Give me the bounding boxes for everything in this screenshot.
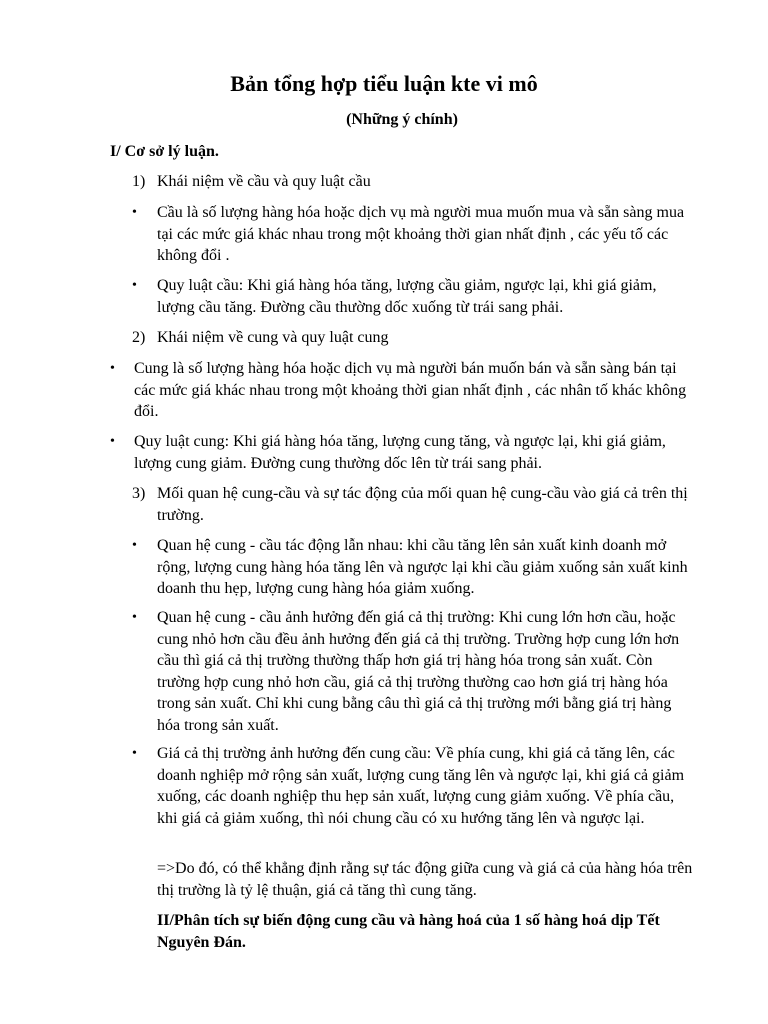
item2-bullet-2-text: Quy luật cung: Khi giá hàng hóa tăng, lượng cung tăng, và ngược lại, khi giá giảm, lượng cung giảm. Đường cung thường dốc lên từ trái sang phải. [134, 433, 666, 472]
item3-heading [132, 483, 694, 526]
bullet-glyph: • [110, 434, 115, 449]
section1-heading: I/ Cơ sở lý luận. [110, 143, 219, 160]
item1-bullet-2-text: Quy luật cầu: Khi giá hàng hóa tăng, lượng cầu giảm, ngược lại, khi giá giảm, lượng cầu tăng. Đường cầu thường dốc xuống từ trái sang phải. [157, 277, 657, 316]
item2-label: Khái niệm về cung và quy luật cung [157, 329, 389, 346]
item1-bullet-1-text: Cầu là số lượng hàng hóa hoặc dịch vụ mà người mua muốn mua và sẵn sàng mua tại các mức giá khác nhau trong một khoảng thời gian nhất định , các yếu tố các không đổi . [157, 204, 685, 264]
item3-bullet-1 [132, 535, 694, 600]
document-subtitle: (Những ý chính) [346, 111, 458, 128]
item3-number: 3) [132, 485, 146, 502]
item3-conclusion: =>Do đó, có thể khẳng định rằng sự tác động giữa cung và giá cả của hàng hóa trên thị trường là tỷ lệ thuận, giá cả tăng thì cung tăng. [157, 860, 693, 899]
item3-bullet-2 [132, 607, 694, 736]
bullet-glyph: • [132, 538, 137, 553]
bullet-glyph: • [132, 610, 137, 625]
item2-heading [132, 327, 712, 349]
bullet-glyph: • [110, 361, 115, 376]
item3-bullet-3-text: Giá cả thị trường ảnh hưởng đến cung cầu: Về phía cung, khi giá cả tăng lên, các doanh nghiệp mở rộng sản xuất, lượng cung tăng lên và ngược lại, khi giá cả giảm xuống, các doanh nghiệp thu hẹp sản xuất, lượng cung giảm xuống. Về phía cầu, khi giá cả giảm xuống, thì nói chung cầu có xu hướng tăng lên và ngược lại. [157, 745, 685, 827]
item3-label: Mối quan hệ cung-cầu và sự tác động của mối quan hệ cung-cầu vào giá cả trên thị trường. [157, 485, 688, 524]
bullet-glyph: • [132, 278, 137, 293]
bullet-glyph: • [132, 746, 137, 761]
item3-bullet-3 [132, 743, 694, 829]
item1-bullet-2 [132, 275, 694, 318]
bullet-glyph: • [132, 205, 137, 220]
item1-bullet-1 [132, 202, 694, 267]
item1-heading [132, 171, 712, 193]
item2-bullet-1-text: Cung là số lượng hàng hóa hoặc dịch vụ mà người bán muốn bán và sẵn sàng bán tại các mức giá khác nhau trong một khoảng thời gian nhất định , các nhân tố khác không đổi. [134, 360, 687, 420]
document-title: Bản tổng hợp tiểu luận kte vi mô [230, 71, 538, 96]
item1-label: Khái niệm về cầu và quy luật cầu [157, 173, 371, 190]
item2-bullet-2 [110, 431, 700, 474]
item1-number: 1) [132, 173, 146, 190]
section2-heading: II/Phân tích sự biến động cung cầu và hàng hoá của 1 số hàng hoá dịp Tết Nguyên Đán. [157, 912, 660, 951]
item3-bullet-2-text: Quan hệ cung - cầu ảnh hưởng đến giá cả thị trường: Khi cung lớn hơn cầu, hoặc cung nhỏ hơn cầu đều ảnh hưởng đến giá cả thị trường. Trường hợp cung lớn hơn cầu thì giá cả thị trường thường thấp hơn giá trị hàng hóa trong sản xuất. Còn trường hợp cung nhỏ hơn cầu, giá cả thị trường thường cao hơn giá trị hàng hóa trong sản xuất. Chỉ khi cung bằng câu thì giá cả thị trường mới bằng giá trị hàng hóa trong sản xuất. [157, 609, 680, 734]
item2-bullet-1 [110, 358, 700, 423]
item2-number: 2) [132, 329, 146, 346]
item3-bullet-1-text: Quan hệ cung - cầu tác động lẫn nhau: khi cầu tăng lên sản xuất kinh doanh mở rộng, lượng cung hàng hóa tăng lên và ngược lại khi cầu giảm xuống sản xuất kinh doanh thu hẹp, lượng cung hàng hóa giảm xuống. [157, 537, 688, 597]
